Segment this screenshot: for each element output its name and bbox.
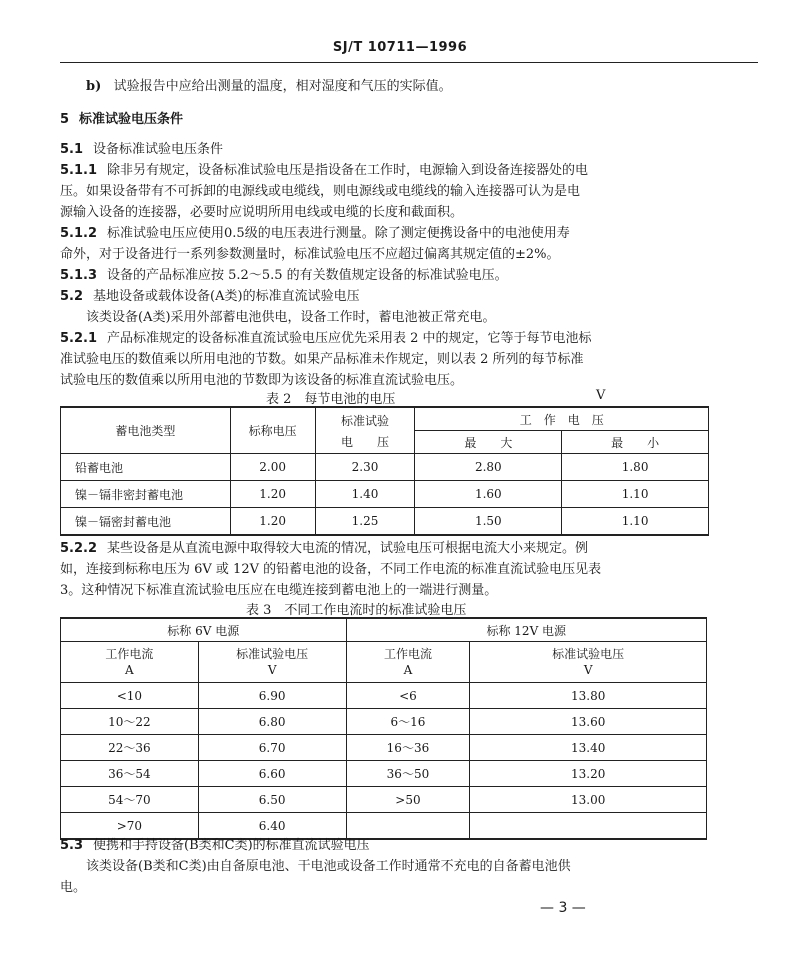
section-5-3-number: 5.3	[60, 838, 84, 853]
t2-cell: 铅蓄电池	[61, 454, 231, 481]
t3-header-current-6v	[61, 642, 199, 683]
t2-cell: 2.30	[315, 454, 415, 481]
para-5-1-2-line2: 命外，对于设备进行一系列参数测量时，标准试验电压不应超过偏离其规定值的±2%。	[60, 247, 560, 262]
section-5-2-title: 基地设备或载体设备(A类)的标准直流试验电压	[93, 289, 360, 304]
t2-cell: 1.80	[562, 454, 709, 481]
section-5-1-number: 5.1	[60, 142, 84, 157]
t2-header-type: 蓄电池类型	[61, 407, 231, 454]
para-5-2-1-line2: 准试验电压的数值乘以所用电池的节数。如果产品标准未作规定，则以表 2 所列的每节标准	[60, 352, 584, 367]
t3-cell: 6.40	[198, 813, 346, 840]
table-row	[61, 787, 707, 813]
para-5-1-1-line3: 源输入设备的连接器，必要时应说明所用电线或电缆的长度和截面积。	[60, 205, 464, 220]
para-5-1-1-line2: 压。如果设备带有不可拆卸的电源线或电缆线，则电源线或电缆线的输入连接器可认为是电	[60, 184, 581, 199]
section-5-1-1-number: 5.1.1	[60, 163, 98, 178]
t3-header-voltage-label: 标准试验电压	[552, 647, 625, 661]
t3-cell: <6	[346, 683, 470, 709]
standard-code-header: SJ/T 10711—1996	[332, 40, 468, 55]
section-5-2-2-number: 5.2.2	[60, 541, 98, 556]
t3-cell: 6.70	[198, 735, 346, 761]
t2-cell: 镍－镉非密封蓄电池	[61, 481, 231, 508]
table-row	[61, 735, 707, 761]
t2-cell: 1.20	[230, 508, 315, 536]
para-5-2-2-text1: 某些设备是从直流电源中取得较大电流的情况，试验电压可根据电流大小来规定。例	[107, 541, 589, 556]
section-5-3-heading	[60, 837, 760, 854]
para-5-2-line1: 该类设备(A类)采用外部蓄电池供电，设备工作时，蓄电池被正常充电。	[86, 310, 496, 325]
t2-header-max: 最 大	[415, 431, 562, 454]
para-5-1-1-text1: 除非另有规定，设备标准试验电压是指设备在工作时，电源输入到设备连接器处的电	[107, 163, 589, 178]
section-5-3-title: 便携和手持设备(B类和C类)的标准直流试验电压	[93, 838, 370, 853]
t2-header-working: 工 作 电 压	[415, 407, 709, 431]
para-5-1-3-line1	[60, 267, 760, 284]
t3-group-6v: 标称 6V 电源	[61, 618, 347, 642]
para-5-2-2-line3: 3。这种情况下标准直流试验电压应在电缆连接到蓄电池上的一端进行测量。	[60, 583, 498, 598]
table-row	[61, 761, 707, 787]
section-5-1-heading	[60, 141, 760, 158]
t2-cell: 1.10	[562, 481, 709, 508]
t3-cell: 54～70	[61, 787, 199, 813]
t3-group-12v: 标称 12V 电源	[346, 618, 706, 642]
t3-cell: 36～50	[346, 761, 470, 787]
t3-cell: 10～22	[61, 709, 199, 735]
section-5-1-3-number: 5.1.3	[60, 268, 98, 283]
t3-cell: 13.80	[470, 683, 707, 709]
t3-header-current-label: 工作电流	[105, 647, 154, 661]
section-5-2-heading	[60, 288, 760, 305]
table-row	[61, 683, 707, 709]
t3-header-voltage-label: 标准试验电压	[236, 647, 309, 661]
para-5-2-1-line3: 试验电压的数值乘以所用电池的节数即为该设备的标准直流试验电压。	[60, 373, 464, 388]
page-number: — 3 —	[540, 900, 586, 916]
t3-cell: 13.60	[470, 709, 707, 735]
para-5-1-1-line1	[60, 162, 760, 179]
t3-header-voltage-6v	[198, 642, 346, 683]
section-5-heading	[60, 111, 760, 128]
t3-cell	[470, 813, 707, 840]
t3-cell: >70	[61, 813, 199, 840]
t2-header-nominal: 标称电压	[230, 407, 315, 454]
t3-cell: 6.90	[198, 683, 346, 709]
t3-header-voltage-12v	[470, 642, 707, 683]
t3-header-voltage-unit: V	[583, 663, 593, 677]
header-rule	[60, 62, 758, 63]
t3-cell: 13.00	[470, 787, 707, 813]
table-2-caption: 表 2 每节电池的电压	[266, 392, 396, 407]
t3-cell: 13.40	[470, 735, 707, 761]
t3-header-current-unit: A	[403, 663, 413, 677]
t3-header-current-unit: A	[125, 663, 134, 677]
para-5-2-1-text1: 产品标准规定的设备标准直流试验电压应优先采用表 2 中的规定，它等于每节电池标	[107, 331, 592, 346]
t3-cell	[346, 813, 470, 840]
t2-header-std-line2: 电 压	[341, 434, 390, 449]
item-b	[86, 78, 760, 95]
t3-header-current-12v	[346, 642, 470, 683]
para-5-2-2-line2: 如，连接到标称电压为 6V 或 12V 的铅蓄电池的设备，不同工作电流的标准直流试验电压见表	[60, 562, 602, 577]
t3-cell: 6～16	[346, 709, 470, 735]
table-row	[61, 454, 709, 481]
table-2-unit: V	[596, 388, 606, 403]
t3-cell: 22～36	[61, 735, 199, 761]
section-5-2-1-number: 5.2.1	[60, 331, 98, 346]
t3-cell: 16～36	[346, 735, 470, 761]
t2-cell: 2.00	[230, 454, 315, 481]
para-5-2-2-line1	[60, 540, 760, 557]
section-5-1-2-number: 5.1.2	[60, 226, 98, 241]
t3-header-current-label: 工作电流	[383, 647, 432, 661]
t3-cell: 6.60	[198, 761, 346, 787]
table-row	[61, 481, 709, 508]
table-3	[60, 617, 707, 840]
table-3-caption: 表 3 不同工作电流时的标准试验电压	[246, 603, 467, 618]
t2-cell: 1.50	[415, 508, 562, 536]
para-5-3-line2: 电。	[60, 880, 87, 895]
item-b-label: b)	[86, 79, 102, 94]
t3-cell: 6.80	[198, 709, 346, 735]
t3-cell: <10	[61, 683, 199, 709]
t2-cell: 1.20	[230, 481, 315, 508]
table-2	[60, 406, 709, 536]
t2-header-std-line1: 标准试验	[341, 413, 390, 428]
para-5-1-2-text1: 标准试验电压应使用0.5级的电压表进行测量。除了测定便携设备中的电池使用寿	[107, 226, 570, 241]
table-row	[61, 709, 707, 735]
t3-cell: 6.50	[198, 787, 346, 813]
t2-cell: 1.25	[315, 508, 415, 536]
t2-cell: 2.80	[415, 454, 562, 481]
section-5-1-title: 设备标准试验电压条件	[93, 142, 224, 157]
para-5-1-2-line1	[60, 225, 760, 242]
t3-cell: 13.20	[470, 761, 707, 787]
t2-header-std	[315, 407, 415, 454]
section-5-title: 标准试验电压条件	[79, 112, 184, 127]
table-row	[61, 813, 707, 840]
t3-cell: >50	[346, 787, 470, 813]
t2-cell: 1.10	[562, 508, 709, 536]
t2-cell: 1.60	[415, 481, 562, 508]
para-5-2-1-line1	[60, 330, 760, 347]
para-5-3-line1: 该类设备(B类和C类)由自备原电池、干电池或设备工作时通常不充电的自备蓄电池供	[86, 859, 571, 874]
table-row	[61, 508, 709, 536]
section-5-number: 5	[60, 112, 70, 127]
t2-header-min: 最 小	[562, 431, 709, 454]
t2-cell: 1.40	[315, 481, 415, 508]
t3-cell: 36～54	[61, 761, 199, 787]
t3-header-voltage-unit: V	[267, 663, 277, 677]
item-b-text: 试验报告中应给出测量的温度，相对湿度和气压的实际值。	[113, 79, 452, 94]
t2-cell: 镍－镉密封蓄电池	[61, 508, 231, 536]
section-5-2-number: 5.2	[60, 289, 84, 304]
para-5-1-3-text1: 设备的产品标准应按 5.2～5.5 的有关数值规定设备的标准试验电压。	[107, 268, 508, 283]
